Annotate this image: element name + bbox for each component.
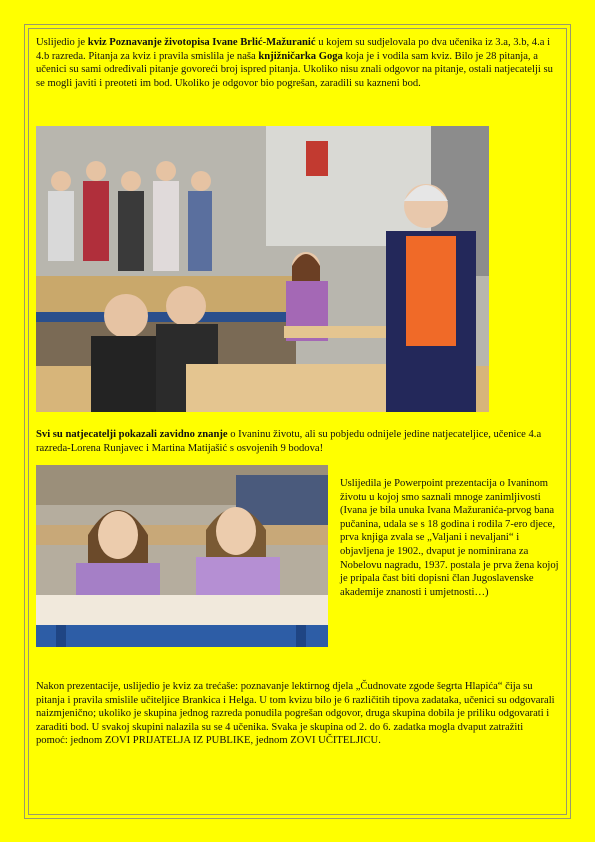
photo-classroom-quiz: [36, 126, 489, 412]
paragraph-presentation: Uslijedila je Powerpoint prezentacija o Ivaninom životu u kojoj smo saznali mnoge zanimljivosti (Ivana je bila unuka Ivana Mažuranića-prvog bana pučanina, udala se s 18 godina i rodila 7-ero djece, prva knjiga zvala se „Valjani i nevaljani“ i objavljena je 1902., dvaput je nominirana za Nobelovu nagradu, 1937. postala je prva žena kojoj je pripala čast biti dopisni član Jugoslavenske akademije znanosti i umjetnosti…): [340, 478, 559, 598]
bold-librarian: knjižničarka Goga: [258, 50, 343, 62]
paragraph-quiz-intro: [36, 36, 556, 90]
bold-knowledge: Svi su natjecatelji pokazali zavidno znanje: [36, 429, 228, 440]
bold-quiz-title: kviz Poznavanje životopisa Ivane Brlić-Mažuranić: [87, 37, 316, 48]
paragraph-winners: [36, 428, 556, 455]
text-span: o Ivaninu životu, ali su pobjedu odnijele jedine natjecateljice, učenice 4.a razreda-Lorena Runjavec i Martina Matijašić s osvojenih 9 bodova!: [36, 429, 542, 454]
text-span: koja je i vodila sam kviz. Bilo je 28 pitanja, a učenici su sami određivali pitanje govoreći broj ispred pitanja. Ukoliko nisu znali odgovor na pitanje, ostali natjecatelji su se mogli javiti i preoteti im bod. Ukoliko je odgovor bio pogrešan, zaradili su kazneni bod.: [36, 50, 553, 89]
paragraph-third-grade-quiz: Nakon prezentacije, uslijedio je kviz za trećaše: poznavanje lektirnog djela „Čudnovate zgode šegrta Hlapića“ čija su pitanja i pravila smislile učiteljice Brankica i Helga. U tom kvizu bilo je 6 različitih tipova zadataka, učenici su odgovarali naizmjenično; ukoliko je skupina jednog razreda ponudila pogrešan odgovor, druga skupina dobila je priliku odgovarati i zaraditi bod. U svakoj skupini nalazila su se 4 učenika. Svaka je skupina od 2. do 6. zadatka mogla dvaput zatražiti pomoć: jednom ZOVI PRIJATELJA IZ PUBLIKE, jednom ZOVI UČITELJICU.: [36, 681, 555, 747]
text-span: Uslijedio je: [36, 37, 88, 48]
text-span: u kojem su sudjelovala po dva učenika iz 3.a, 3.b, 4.a i 4.b razreda. Pitanja za kviz i pravila smislila je naša: [36, 37, 551, 62]
photo-winners: [36, 465, 328, 647]
